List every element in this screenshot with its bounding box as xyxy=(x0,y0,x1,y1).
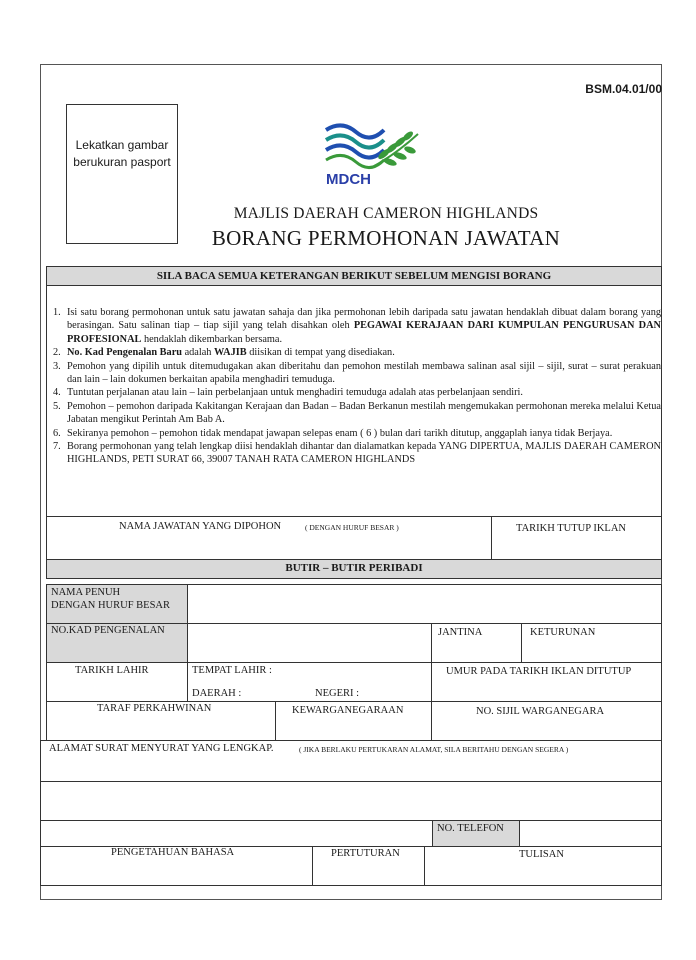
birth-date-label: TARIKH LAHIR xyxy=(75,665,149,676)
organization-name: MAJLIS DAERAH CAMERON HIGHLANDS xyxy=(233,205,539,222)
instructions-list xyxy=(53,306,661,467)
mailing-address-line-3[interactable] xyxy=(40,820,433,847)
gender-label: JANTINA xyxy=(438,627,483,638)
language-skills-field[interactable] xyxy=(40,846,313,886)
mailing-address-note: ( JIKA BERLAKU PERTUKARAN ALAMAT, SILA BERITAHU DENGAN SEGERA ) xyxy=(299,745,569,754)
phone-label-cell xyxy=(432,820,520,847)
ic-number-label-cell xyxy=(46,623,188,663)
mailing-address-label: ALAMAT SURAT MENYURAT YANG LENGKAP. xyxy=(49,743,274,754)
ethnicity-label: KETURUNAN xyxy=(530,627,596,638)
state-label: NEGERI : xyxy=(315,688,360,699)
document-code: BSM.04.01/00 xyxy=(585,82,662,96)
instruction-item: 4. Tuntutan perjalanan atau lain – lain perbelanjaan untuk menghadiri temuduga adalah atas perbelanjaan sendiri. xyxy=(53,387,523,399)
logo-text: MDCH xyxy=(326,171,371,188)
instruction-item: 7. Borang permohonan yang telah lengkap diisi hendaklah dihantar dan dialamatkan kepada YANG DIPERTUA, MAJLIS DAERAH CAMERON HIGHLANDS, PETI SURAT 66, 39007 TANAH RATA CAMERON HIGHLANDS xyxy=(53,441,661,466)
marital-status-field[interactable] xyxy=(46,701,276,741)
age-at-close-field[interactable] xyxy=(431,662,662,702)
instruction-item: 6. Sekiranya pemohon – pemohon tidak mendapat jawapan selepas enam ( 6 ) bulan dari tarikh ditutup, anggaplah ianya tidak Berjaya. xyxy=(53,427,613,439)
photo-box-label-line2: berukuran pasport xyxy=(73,155,171,169)
ad-close-date-label: TARIKH TUTUP IKLAN xyxy=(516,523,626,534)
full-name-field[interactable] xyxy=(187,584,662,624)
instructions-box xyxy=(46,285,662,517)
spoken-label: PERTUTURAN xyxy=(331,848,400,859)
citizenship-cert-label: NO. SIJIL WARGANEGARA xyxy=(476,706,605,717)
personal-section-heading: BUTIR – BUTIR PERIBADI xyxy=(46,559,662,579)
birth-place-label: TEMPAT LAHIR : xyxy=(192,665,272,676)
passport-photo-box xyxy=(66,104,178,244)
mailing-address-field[interactable] xyxy=(40,740,662,782)
ic-number-label: NO.KAD PENGENALAN xyxy=(51,625,165,636)
instruction-item: 3. Pemohon yang dipilih untuk ditemudugakan akan diberitahu dan pemohon mestilah membawa salinan asal sijil – sijil, surat – surat perakuan dan lain – lain dokumen berkaitan apabila menghadiri temuduga. xyxy=(53,360,661,386)
written-field[interactable] xyxy=(424,846,662,886)
position-applied-note: ( DENGAN HURUF BESAR ) xyxy=(305,523,399,532)
written-label: TULISAN xyxy=(519,849,564,860)
position-applied-field[interactable] xyxy=(46,516,492,560)
form-title: BORANG PERMOHONAN JAWATAN xyxy=(211,226,561,250)
gender-field[interactable] xyxy=(431,623,522,663)
full-name-label: NAMA PENUH DENGAN HURUF BESAR xyxy=(51,587,171,611)
marital-status-label: TARAF PERKAHWINAN xyxy=(97,703,212,714)
phone-label: NO. TELEFON xyxy=(437,823,504,834)
instructions-heading: SILA BACA SEMUA KETERANGAN BERIKUT SEBELUM MENGISI BORANG xyxy=(46,266,662,286)
ad-close-date-field[interactable] xyxy=(491,516,662,560)
mdch-logo-icon xyxy=(318,118,426,190)
district-label: DAERAH : xyxy=(192,688,242,699)
citizenship-label: KEWARGANEGARAAN xyxy=(292,705,404,716)
full-name-label-cell xyxy=(46,584,188,624)
citizenship-field[interactable] xyxy=(275,701,432,741)
spoken-field[interactable] xyxy=(312,846,425,886)
citizenship-cert-field[interactable] xyxy=(431,701,662,741)
ic-number-field[interactable] xyxy=(187,623,432,663)
age-at-close-label: UMUR PADA TARIKH IKLAN DITUTUP xyxy=(446,666,632,677)
instruction-item: 1. Isi satu borang permohonan untuk satu jawatan sahaja dan jika permohonan lebih daripada satu jawatan hendaklah dibuat dalam borang yang berasingan. Satu salinan tiap – tiap sijil yang telah disahkan oleh PEGAWAI KERAJAAN DARI KUMPULAN PENGURUSAN DAN PROFESIONAL hendaklah dikembarkan bersama. xyxy=(53,307,661,345)
language-skills-label: PENGETAHUAN BAHASA xyxy=(111,847,235,858)
mailing-address-line-2[interactable] xyxy=(40,781,662,821)
instruction-item: 5. Pemohon – pemohon daripada Kakitangan Kerajaan dan Badan – Badan Berkanun mestilah mengemukakan permohonan mereka melalui Ketua Jabatan mengikut Perintah Am Bab A. xyxy=(53,400,661,426)
birth-place-field[interactable] xyxy=(187,662,432,702)
phone-field[interactable] xyxy=(519,820,662,847)
birth-date-field[interactable] xyxy=(46,662,188,702)
ethnicity-field[interactable] xyxy=(521,623,662,663)
instruction-item: 2. No. Kad Pengenalan Baru adalah WAJIB diisikan di tempat yang disediakan. xyxy=(53,347,395,359)
photo-box-label-line1: Lekatkan gambar xyxy=(75,138,169,152)
position-applied-label: NAMA JAWATAN YANG DIPOHON xyxy=(119,521,282,532)
